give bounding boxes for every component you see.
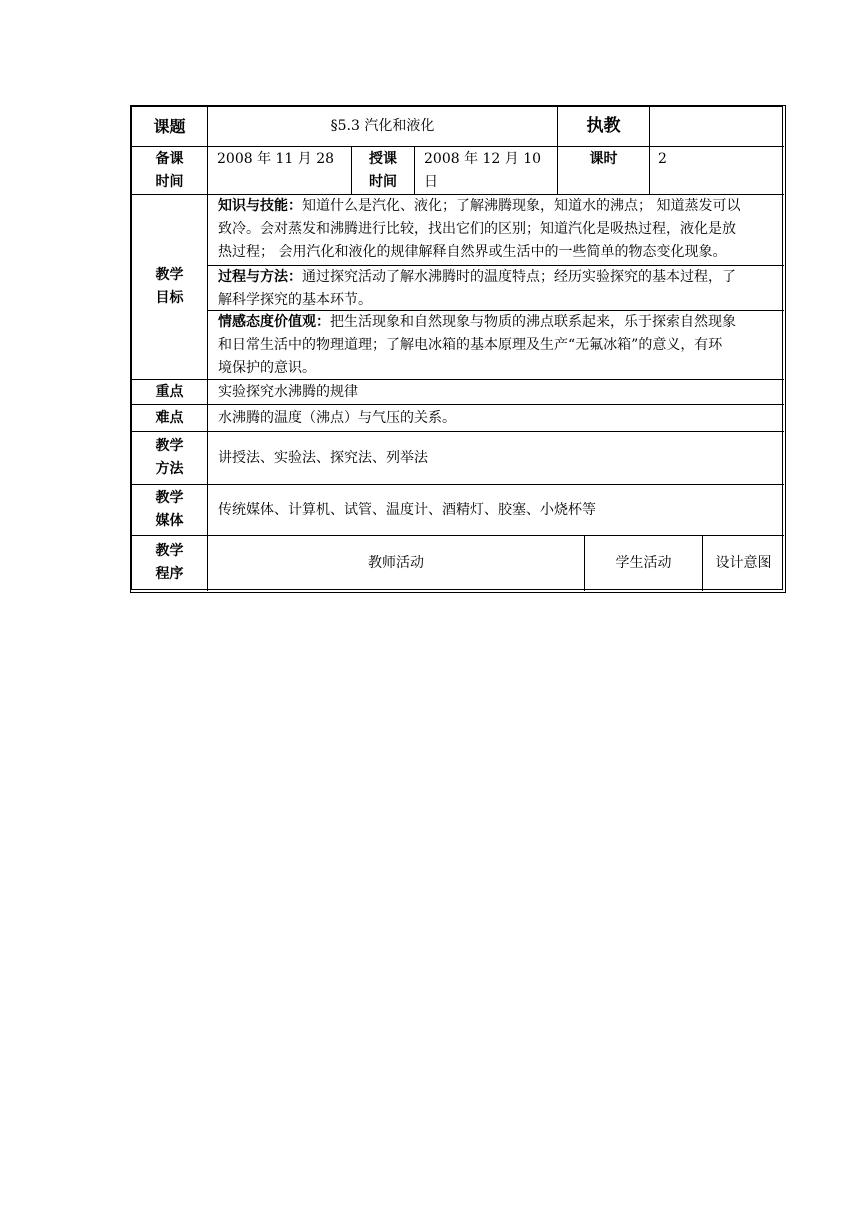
attitude-line-2: 和日常生活中的物理道理；了解电冰箱的基本原理及生产“无氟冰箱”的意义，有环 [218,337,723,353]
column-divider [414,146,415,194]
teacher-value [650,107,784,146]
process-line-1 [218,266,780,289]
method-label-line2: 方法 [155,461,184,477]
process-heading: 过程与方法： [218,269,302,285]
teach-time-value: 2008 年 12 月 10 日 [424,151,542,190]
process-methods-text [218,266,780,312]
period-value: 2 [658,151,667,167]
method-label [132,435,207,481]
prep-time-value: 2008 年 11 月 28 [217,151,335,167]
objectives-label-line1: 教学 [155,267,184,283]
objectives-label-line2: 目标 [155,290,184,306]
knowledge-line-1 [218,195,780,218]
difficulty-value: 水沸腾的温度（沸点）与气压的关系。 [218,410,456,426]
knowledge-line-1-text: 知道什么是汽化、液化；了解沸腾现象，知道水的沸点； 知道蒸发可以 [302,198,741,214]
attitude-line-3: 境保护的意识。 [218,360,316,376]
process-line-2: 解科学探究的基本环节。 [218,292,372,308]
topic-label: 课题 [153,117,186,136]
media-label-line1: 教学 [155,490,184,506]
attitude-line-1 [218,311,780,334]
process-line-1-text: 通过探究活动了解水沸腾时的温度特点；经历实验探究的基本过程，了 [302,269,736,285]
teach-time-label-line2: 时间 [369,174,397,190]
media-label [132,487,207,533]
method-label-line1: 教学 [155,438,184,454]
teacher-activity-header: 教师活动 [368,555,424,571]
design-intent-header: 设计意图 [715,555,772,571]
topic-value: §5.3 汽化和液化 [330,118,435,134]
teacher-label: 执教 [586,116,621,136]
row-divider [132,146,784,147]
attitude-heading: 情感态度价值观： [218,314,330,330]
prep-time-label [132,148,207,194]
prep-time-label-line1: 备课 [155,151,184,167]
column-divider [207,107,208,591]
procedure-label-line2: 程序 [155,566,184,582]
knowledge-skills-text [218,195,780,264]
teach-time-label [352,148,414,194]
knowledge-heading: 知识与技能： [218,198,302,214]
attitude-line-1-text: 把生活现象和自然现象与物质的沸点联系起来，乐于探索自然现象 [330,314,736,330]
student-activity-header: 学生活动 [615,555,672,571]
attitude-values-text [218,311,780,380]
teach-time-label-line1: 授课 [369,151,397,167]
knowledge-line-3: 热过程； 会用汽化和液化的规律解释自然界或生活中的一些简单的物态变化现象。 [218,244,727,260]
knowledge-line-2: 致冷。会对蒸发和沸腾进行比较，找出它们的区别；知道汽化是吸热过程，液化是放 [218,221,736,237]
key-point-label: 重点 [155,383,184,400]
media-label-line2: 媒体 [155,513,184,529]
period-label: 课时 [589,151,618,167]
method-value: 讲授法、实验法、探究法、列举法 [218,450,428,466]
difficulty-label: 难点 [155,409,184,426]
key-point-value: 实验探究水沸腾的规律 [218,384,358,400]
prep-time-label-line2: 时间 [155,174,184,190]
procedure-label-line1: 教学 [155,543,184,559]
media-value: 传统媒体、计算机、试管、温度计、酒精灯、胶塞、小烧杯等 [218,502,596,518]
objectives-label [132,264,207,310]
procedure-label [132,540,207,586]
